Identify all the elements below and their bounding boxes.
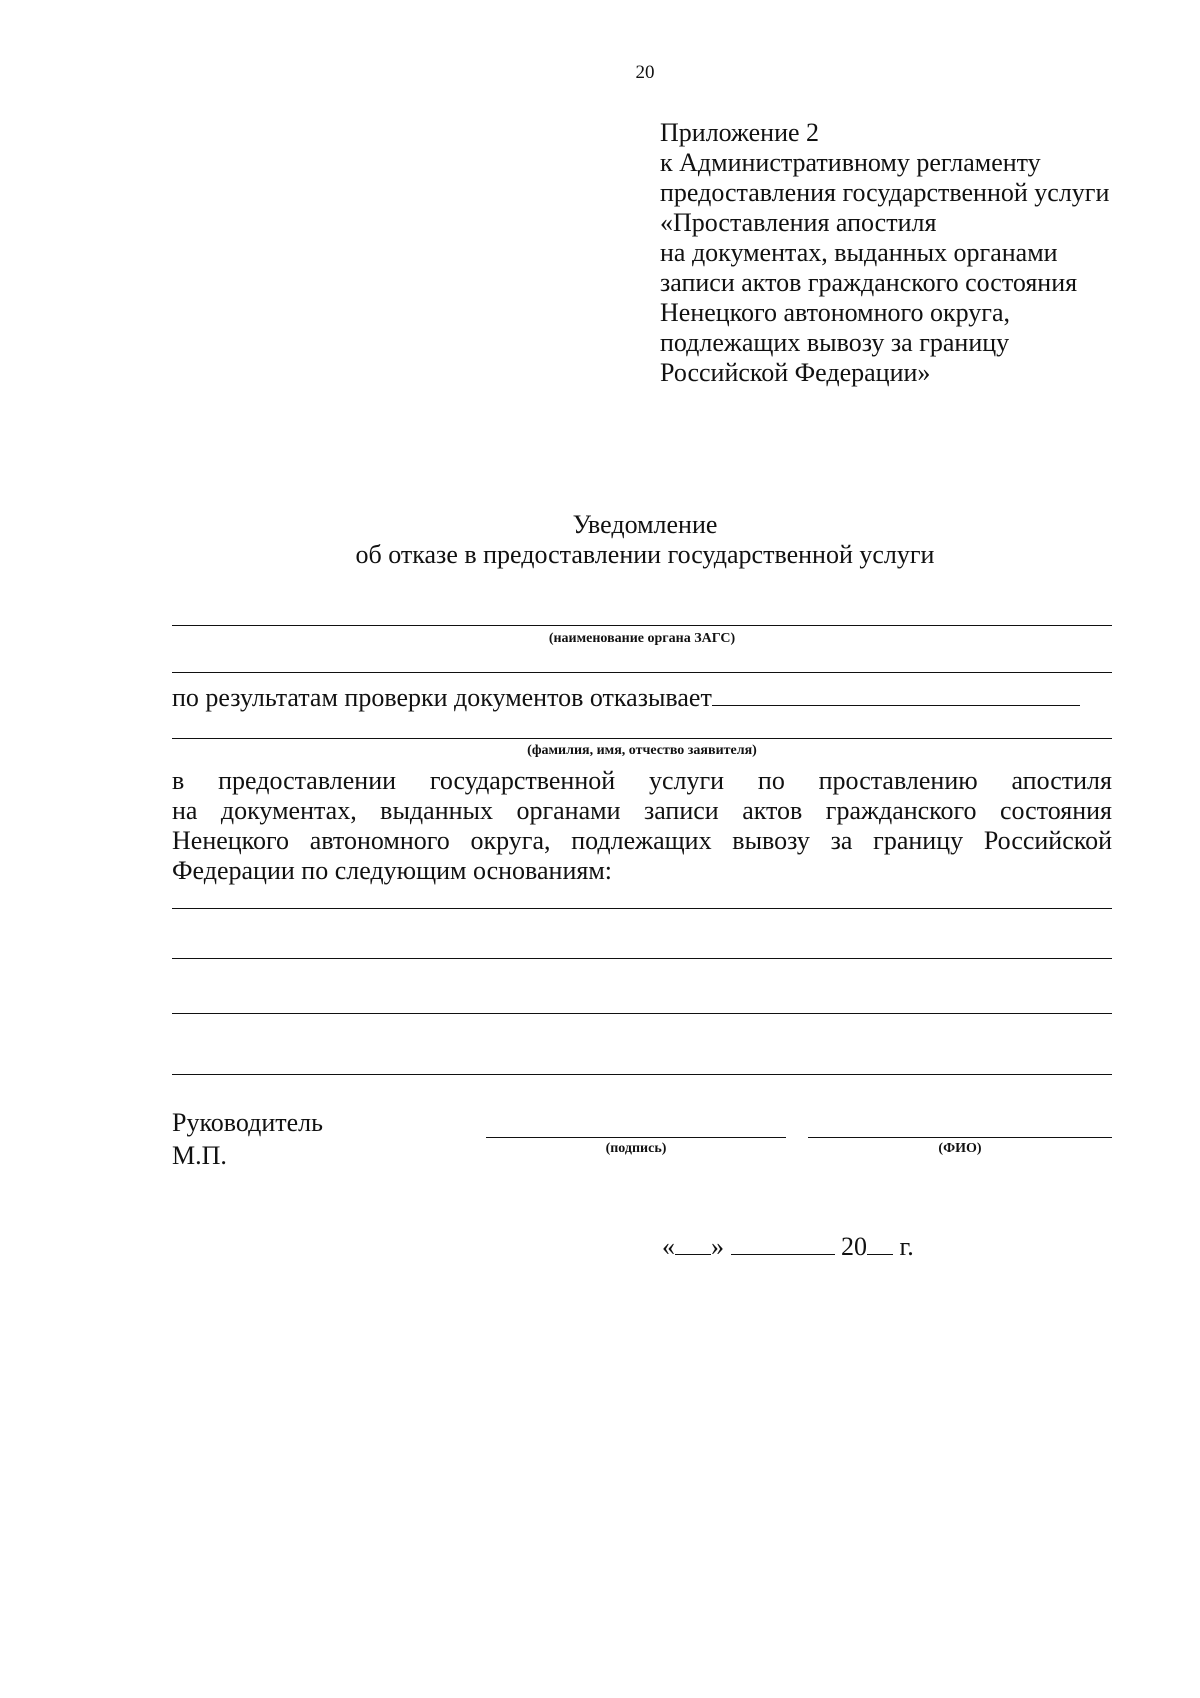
grounds-line-1[interactable] [172, 908, 1112, 909]
date-open-quote: « [662, 1232, 675, 1261]
date-suffix: г. [899, 1232, 914, 1261]
date-year-prefix: 20 [841, 1232, 867, 1261]
refuse-text: по результатам проверки документов отказывает [172, 683, 712, 712]
appendix-line: записи актов гражданского состояния [660, 268, 1078, 297]
appendix-line: к Административному регламенту [660, 148, 1041, 177]
appendix-line: на документах, выданных органами [660, 238, 1058, 267]
appendix-line: предоставления государственной услуги [660, 178, 1110, 207]
refuse-statement [172, 683, 1080, 713]
fio-line[interactable] [808, 1137, 1112, 1138]
seal-label: М.П. [172, 1141, 227, 1170]
title-line-2: об отказе в предоставлении государственной услуги [355, 540, 935, 569]
date-day-blank[interactable] [675, 1234, 711, 1255]
date-field [662, 1232, 914, 1262]
appendix-line: Ненецкого автономного округа, [660, 298, 1010, 327]
document-title [0, 510, 1200, 570]
appendix-line: «Проставления апостиля [660, 208, 937, 237]
grounds-line-2[interactable] [172, 958, 1112, 959]
head-label: Руководитель [172, 1108, 323, 1137]
zags-name-line-2[interactable] [172, 672, 1112, 673]
appendix-line: Российской Федерации» [660, 358, 931, 387]
applicant-name-line[interactable] [172, 738, 1112, 739]
body-line-last: Федерации по следующим основаниям: [172, 856, 612, 885]
date-close-quote: » [711, 1232, 724, 1261]
grounds-line-3[interactable] [172, 1013, 1112, 1014]
appendix-line: Приложение 2 [660, 118, 820, 147]
caption-signature: (подпись) [605, 1141, 667, 1156]
caption-zags: (наименование органа ЗАГС) [548, 631, 736, 646]
appendix-line: подлежащих вывозу за границу [660, 328, 1010, 357]
page-number: 20 [635, 62, 655, 83]
title-line-1: Уведомление [572, 510, 718, 539]
body-line: Ненецкого автономного округа, подлежащих вывозу за границу Российской [172, 826, 1112, 855]
signature-line[interactable] [486, 1137, 786, 1138]
body-line: на документах, выданных органами записи актов гражданского состояния [172, 796, 1112, 825]
refuse-blank[interactable] [712, 685, 1080, 706]
body-line: в предоставлении государственной услуги по проставлению апостиля [172, 766, 1112, 795]
appendix-header [660, 118, 1109, 388]
caption-applicant: (фамилия, имя, отчество заявителя) [527, 743, 757, 758]
grounds-line-4[interactable] [172, 1074, 1112, 1075]
date-year-blank[interactable] [867, 1234, 893, 1255]
date-month-blank[interactable] [731, 1234, 835, 1255]
caption-fio: (ФИО) [938, 1141, 982, 1156]
zags-name-line[interactable] [172, 625, 1112, 626]
